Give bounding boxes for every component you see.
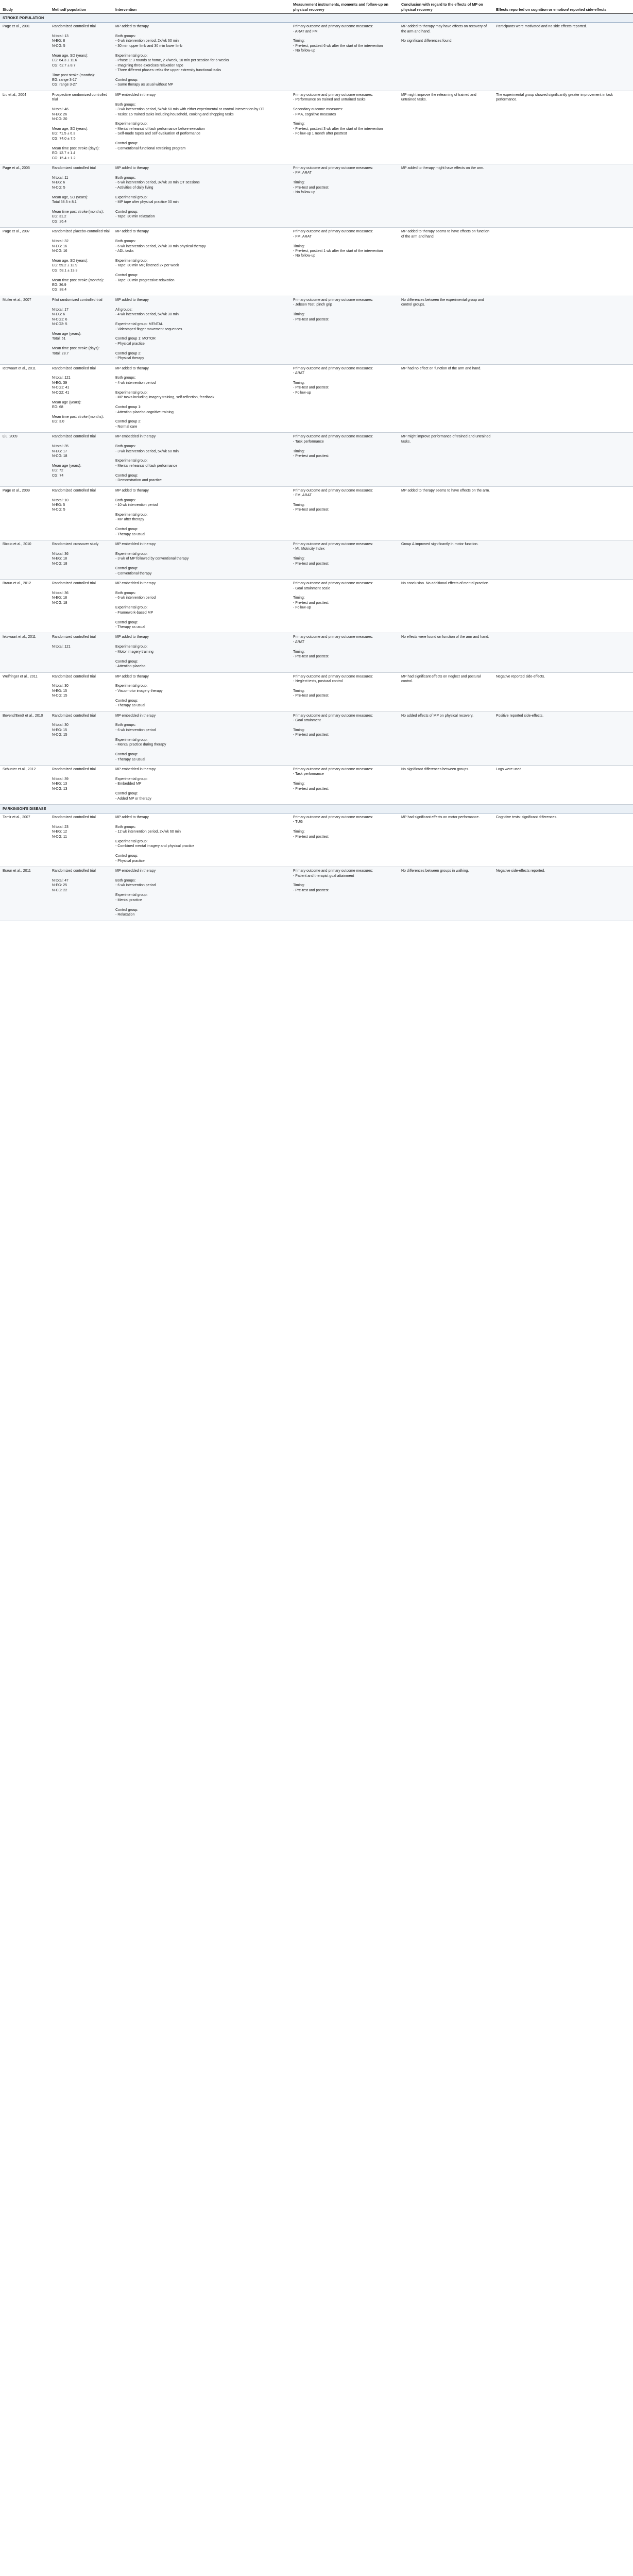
cell-measures: Primary outcome and primary outcome measures: - ARAT Timing: - Pre-test and posttest - Follow-up	[290, 364, 399, 433]
cell-method: Prospective randomized controlled trial N total: 46 N-EG: 26 N-CG: 20 Mean age, SD (years): EG: 71.5 ± 6.3 CG: 74.0 ± 7.5 Mean time post stroke (days): EG: 12.7 ± 1.4 CG: 15.4 ± 1.2	[49, 91, 113, 164]
cell-effects	[493, 433, 633, 486]
cell-study: Ietswaart et al., 2011	[0, 364, 49, 433]
cell-conclusion: No significant differences between groups.	[399, 765, 493, 804]
cell-measures: Primary outcome and primary outcome measures: - ARAT Timing: - Pre-test and posttest	[290, 633, 399, 672]
cell-effects	[493, 164, 633, 227]
cell-method: Randomized controlled trial N total: 121 N-EG: 39 N-CG1: 41 N-CG2: 41 Mean age (years): EG: 68 Mean time post stroke (months): EG: 3.0	[49, 364, 113, 433]
cell-intervention: MP added to therapy All groups: - 4 wk intervention period, 5x/wk 30 min Experimental group: MENTAL - Videotaped finger movement sequences Control group 1: MOTOR - Physical practice Control group 2: - Physical therapy	[113, 296, 290, 364]
cell-study: Riccio et al., 2010	[0, 540, 49, 580]
cell-measures: Primary outcome and primary outcome measures: - ARAT and FM Timing: - Pre-test, posttest 6 wk after the start of the intervention - No follow-up	[290, 23, 399, 91]
header-intervention: Intervention	[113, 0, 290, 14]
cell-conclusion: MP had significant effects on motor performance.	[399, 813, 493, 867]
cell-study: Welfringer et al., 2011	[0, 672, 49, 711]
cell-method: Randomized controlled trial N total: 47 N-EG: 25 N-CG: 22	[49, 867, 113, 921]
table-row	[0, 23, 633, 91]
table-row	[0, 711, 633, 765]
cell-measures: Primary outcome and primary outcome measures: - FM, ARAT Timing: - Pre-test and posttest	[290, 486, 399, 540]
cell-intervention: MP added to therapy Both groups: - 4 wk intervention period Experimental group: - MP tasks including imagery training, self-reflection, feedback Control group 1: - Attention-placebo cognitive training Control group 2: - Normal care	[113, 364, 290, 433]
table-row	[0, 433, 633, 486]
section-title: PARKINSON'S DISEASE	[0, 805, 633, 814]
cell-study: Page et al., 2005	[0, 164, 49, 227]
cell-method: Randomized placebo-controlled trial N total: 32 N-EG: 16 N-CG: 16 Mean age, SD (years): EG: 59.2 ± 12.9 CG: 58.1 ± 13.3 Mean time post stroke (months): EG: 36.9 CG: 38.4	[49, 228, 113, 296]
cell-conclusion: MP added to therapy seems to have effects on function of the arm and hand.	[399, 228, 493, 296]
cell-study: Schuster et al., 2012	[0, 765, 49, 804]
cell-effects	[493, 486, 633, 540]
header-measures: Measurement instruments, moments and follow-up on physical recovery	[290, 0, 399, 14]
cell-effects	[493, 296, 633, 364]
table-body	[0, 14, 633, 921]
cell-effects	[493, 228, 633, 296]
table-row	[0, 486, 633, 540]
cell-measures: Primary outcome and primary outcome measures: - Goal attainment Timing: - Pre-test and posttest	[290, 711, 399, 765]
table-row	[0, 540, 633, 580]
cell-intervention: MP added to therapy Experimental group: - Visuomotor imagery therapy Control group: - Therapy as usual	[113, 672, 290, 711]
table-row	[0, 296, 633, 364]
cell-intervention: MP added to therapy Experimental group: - Motor imagery training Control group: - Attention-placebo	[113, 633, 290, 672]
header-method: Method/ population	[49, 0, 113, 14]
table-row	[0, 228, 633, 296]
cell-method: Randomized controlled trial N total: 121	[49, 633, 113, 672]
cell-study: Liu, 2009	[0, 433, 49, 486]
cell-intervention: MP embedded in therapy Both groups: - 6 wk intervention period Experimental group: - Mental practice during therapy Control group: - Therapy as usual	[113, 711, 290, 765]
cell-study: Braun et al., 2011	[0, 867, 49, 921]
cell-conclusion: No differences between the experimental group and control groups.	[399, 296, 493, 364]
cell-study: Page et al., 2001	[0, 23, 49, 91]
cell-intervention: MP embedded in therapy Experimental group: - 3 wk of MP followed by conventional therapy Control group: - Conventional therapy	[113, 540, 290, 580]
cell-conclusion: No added effects of MP on physical recovery.	[399, 711, 493, 765]
cell-measures: Primary outcome and primary outcome measures: - FM, ARAT Timing: - Pre-test and posttest - No follow-up	[290, 164, 399, 227]
cell-intervention: MP added to therapy Both groups: - 6 wk intervention period, 2x/wk 30 min physical therapy - ADL tasks Experimental group: - Tape: 30 min MP, listened 2x per week Control group: - Tape: 30 min progressive relaxation	[113, 228, 290, 296]
cell-method: Randomized controlled trial N total: 30 N-EG: 15 N-CG: 15	[49, 711, 113, 765]
cell-conclusion: MP might improve performance of trained and untrained tasks.	[399, 433, 493, 486]
cell-intervention: MP added to therapy Both groups: - 6 wk intervention period, 2x/wk 60 min - 30 min upper limb and 30 min lower limb Experimental group: - Phase 1: 3 rounds at home, 2 x/week, 10 min per session for 6 weeks - Imagining three exercises relaxation tape - Three different phases: relax the upper extremity functional tasks Control group: - Same therapy as usual without MP	[113, 23, 290, 91]
table-row	[0, 580, 633, 633]
cell-conclusion: MP had no effect on function of the arm and hand.	[399, 364, 493, 433]
cell-study: Tamir et al., 2007	[0, 813, 49, 867]
cell-method: Randomized controlled trial N total: 30 N-EG: 15 N-CG: 15	[49, 672, 113, 711]
cell-method: Randomized controlled trial N total: 10 N-EG: 5 N-CG: 5	[49, 486, 113, 540]
table-row	[0, 364, 633, 433]
cell-method: Randomized controlled trial N total: 39 N-EG: 13 N-CG: 13	[49, 765, 113, 804]
table-row	[0, 672, 633, 711]
cell-conclusion: MP added to therapy seems to have effects on the arm.	[399, 486, 493, 540]
cell-intervention: MP embedded in therapy Both groups: - 3 wk intervention period, 5x/wk 60 min with either experimental or control intervention by OT - Tasks: 15 trained tasks including household, cooking and shopping tasks Experimental group: - Mental rehearsal of task performance before execution - Self-made tapes and self-evaluation of performance Control group: - Conventional functional retraining program	[113, 91, 290, 164]
header-effects: Effects reported on cognition or emotion/ reported side-effects	[493, 0, 633, 14]
table-row	[0, 765, 633, 804]
cell-effects: The experimental group showed significantly greater improvement in task performance.	[493, 91, 633, 164]
cell-intervention: MP added to therapy Both groups: - 6 wk intervention period, 3x/wk 30 min OT sessions - Activities of daily living Experimental group: - MP tape after physical practice 30 min Control group: - Tape: 30 min relaxation	[113, 164, 290, 227]
cell-intervention: MP embedded in therapy Experimental group: - Embedded MP Control group: - Added MP or therapy	[113, 765, 290, 804]
cell-method: Pilot randomized controlled trial N total: 17 N-EG: 6 N-CG1: 6 N-CG2: 5 Mean age (years): Total: 61 Mean time post stroke (days): Total: 28.7	[49, 296, 113, 364]
cell-method: Randomized controlled trial N total: 36 N-EG: 18 N-CG: 18	[49, 580, 113, 633]
section-title: STROKE POPULATION	[0, 14, 633, 23]
cell-effects	[493, 364, 633, 433]
cell-effects: Negative side-effects reported.	[493, 867, 633, 921]
header-conclusion: Conclusion with regard to the effects of MP on physical recovery	[399, 0, 493, 14]
header-row	[0, 0, 633, 14]
section-header-row	[0, 805, 633, 814]
table-row	[0, 633, 633, 672]
cell-intervention: MP added to therapy Both groups: - 10 wk intervention period Experimental group: - MP after therapy Control group: - Therapy as usual	[113, 486, 290, 540]
cell-method: Randomized controlled trial N total: 11 N-EG: 6 N-CG: 5 Mean age, SD (years): Total 58.5 ± 8.1 Mean time post stroke (months): EG: 31.2 CG: 26.4	[49, 164, 113, 227]
cell-conclusion: Group A improved significantly in motor function.	[399, 540, 493, 580]
cell-effects	[493, 580, 633, 633]
cell-conclusion: MP might improve the relearning of trained and untrained tasks.	[399, 91, 493, 164]
cell-method: Randomized controlled trial N total: 35 N-EG: 17 N-CG: 18 Mean age (years): EG: 72 CG: 74	[49, 433, 113, 486]
cell-effects: Logs were used.	[493, 765, 633, 804]
cell-study: Braun et al., 2012	[0, 580, 49, 633]
table-row	[0, 164, 633, 227]
cell-method: Randomized controlled trial N total: 23 N-EG: 12 N-CG: 11	[49, 813, 113, 867]
cell-study: Muller et al., 2007	[0, 296, 49, 364]
section-header-row	[0, 14, 633, 23]
cell-conclusion: MP had significant effects on neglect and postural control.	[399, 672, 493, 711]
cell-effects: Cognitive tests: significant differences.	[493, 813, 633, 867]
cell-study: Liu et al., 2004	[0, 91, 49, 164]
cell-method: Randomized crossover study N total: 36 N-EG: 18 N-CG: 18	[49, 540, 113, 580]
cell-measures: Primary outcome and primary outcome measures: - Jebsen Test, pinch grip Timing: - Pre-test and posttest	[290, 296, 399, 364]
study-table	[0, 0, 633, 921]
table-row	[0, 867, 633, 921]
cell-method: Randomized controlled trial N total: 13 N-EG: 8 N-CG: 5 Mean age, SD (years): EG: 64.3 ± 11.6 CG: 62.7 ± 8.7 Time post stroke (months): EG: range 3-17 CG: range 3-27	[49, 23, 113, 91]
cell-study: Page et al., 2007	[0, 228, 49, 296]
cell-effects: Negative reported side-effects.	[493, 672, 633, 711]
cell-study: Ietswaart et al., 2011	[0, 633, 49, 672]
cell-intervention: MP embedded in therapy Both groups: - 3 wk intervention period, 5x/wk 60 min Experimental group: - Mental rehearsal of task performance Control group: - Demonstration and practice	[113, 433, 290, 486]
cell-effects	[493, 540, 633, 580]
cell-measures: Primary outcome and primary outcome measures: - MI, Motricity Index Timing: - Pre-test and posttest	[290, 540, 399, 580]
cell-intervention: MP embedded in therapy Both groups: - 6 wk intervention period Experimental group: - Mental practice Control group: - Relaxation	[113, 867, 290, 921]
cell-conclusion: MP added to therapy may have effects on recovery of the arm and hand. No significant differences found.	[399, 23, 493, 91]
cell-measures: Primary outcome and primary outcome measures: - FM, ARAT Timing: - Pre-test, posttest 1 wk after the start of the intervention - No follow-up	[290, 228, 399, 296]
cell-measures: Primary outcome and primary outcome measures: - Goal attainment scale Timing: - Pre-test and posttest - Follow-up	[290, 580, 399, 633]
cell-measures: Primary outcome and primary outcome measures: - TUG Timing: - Pre-test and posttest	[290, 813, 399, 867]
cell-measures: Primary outcome and primary outcome measures: - Task performance Timing: - Pre-test and posttest	[290, 433, 399, 486]
cell-intervention: MP added to therapy Both groups: - 12 wk intervention period, 2x/wk 60 min Experimental group: - Combined mental imagery and physical practice Control group: - Physical practice	[113, 813, 290, 867]
cell-study: Page et al., 2009	[0, 486, 49, 540]
cell-study: Bovend'Eerdt et al., 2010	[0, 711, 49, 765]
cell-effects	[493, 633, 633, 672]
cell-conclusion: No conclusion. No additional effects of mental practice.	[399, 580, 493, 633]
cell-conclusion: No effects were found on function of the arm and hand.	[399, 633, 493, 672]
header-study: Study	[0, 0, 49, 14]
cell-measures: Primary outcome and primary outcome measures: - Task performance Timing: - Pre-test and posttest	[290, 765, 399, 804]
table-row	[0, 813, 633, 867]
cell-conclusion: MP added to therapy might have effects on the arm.	[399, 164, 493, 227]
cell-effects: Positive reported side-effects.	[493, 711, 633, 765]
cell-conclusion: No differences between groups in walking.	[399, 867, 493, 921]
cell-measures: Primary outcome and primary outcome measures: - Patient and therapist goal attainment Timing: - Pre-test and posttest	[290, 867, 399, 921]
cell-effects: Participants were motivated and no side effects reported.	[493, 23, 633, 91]
table-row	[0, 91, 633, 164]
cell-measures: Primary outcome and primary outcome measures: - Performance on trained and untrained tasks Secondary outcome measures: - FMA, cognitive measures Timing: - Pre-test, posttest 3 wk after the start of the intervention - Follow-up 1 month after posttest	[290, 91, 399, 164]
cell-measures: Primary outcome and primary outcome measures: - Neglect tests, postural control Timing: - Pre-test and posttest	[290, 672, 399, 711]
cell-intervention: MP embedded in therapy Both groups: - 6 wk intervention period Experimental group: - Framework-based MP Control group: - Therapy as usual	[113, 580, 290, 633]
